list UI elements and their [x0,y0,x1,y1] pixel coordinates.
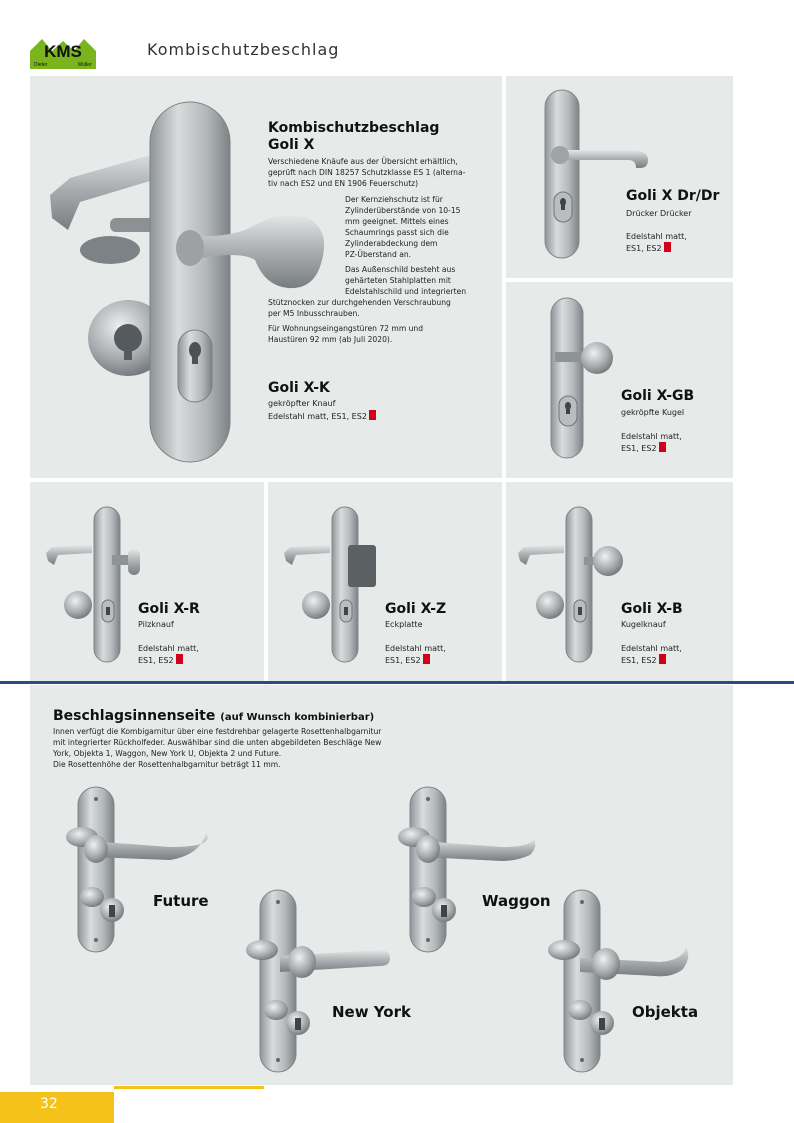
label-future: Future [153,892,209,910]
main-title-line2: Goli X [268,137,315,153]
logo-text: KMS [44,42,82,61]
goli-x-r-image [42,505,152,665]
desc-line: gehärteten Stahlplatten mit [345,276,451,285]
desc-line: per M5 Inbusschrauben. [268,309,360,318]
goli-x-b-sub3: ES1, ES2 [621,654,666,666]
desc-line: Edelstahlschild und integrierten [345,287,467,296]
es2-marker [659,654,666,664]
section-divider [0,681,794,684]
goli-x-drdr-sub1: Drücker Drücker [626,209,692,218]
inner-desc-line: Die Rosettenhöhe der Rosettenhalbgarnitur beträgt 11 mm. [53,760,281,769]
goli-x-r-sub1: Pilzknauf [138,620,174,629]
goli-x-gb-image [545,296,620,461]
goli-x-gb-title: Goli X-GB [621,388,695,404]
goli-x-z-image [280,505,390,665]
inner-desc-line: York, Objekta 1, Waggon, New York U, Objekta 2 und Future. [53,749,282,758]
goli-x-gb-sub2: Edelstahl matt, [621,432,682,441]
goli-x-r-title: Goli X-R [138,601,200,617]
document-title: Kombischutzbeschlag [147,40,340,59]
goli-x-k-sub2: Edelstahl matt, ES1, ES2 [268,410,376,422]
inner-title: Beschlagsinnenseite (auf Wunsch kombinierbar) [53,708,375,724]
desc-line: Stütznocken zur durchgehenden Verschraubung [268,298,451,307]
waggon-handle-image [392,785,547,955]
page-number: 32 [40,1096,58,1112]
goli-x-b-sub2: Edelstahl matt, [621,644,682,653]
inner-desc-line: mit integrierter Rückholfeder. Auswählbar sind die unten abgebildeten Beschläge New [53,738,382,747]
es2-marker [659,442,666,452]
goli-x-drdr-sub2: Edelstahl matt, [626,232,687,241]
desc-line: Zylinderabdeckung dem [345,239,438,248]
desc-line: Haustüren 92 mm (ab Juli 2020). [268,335,393,344]
desc-line: Der Kernziehschutz ist für [345,195,443,204]
desc-line: Verschiedene Knäufe aus der Übersicht erhältlich, [268,157,458,166]
logo-sub-left: Dieter [34,62,48,68]
goli-x-b-title: Goli X-B [621,601,683,617]
es2-marker [664,242,671,252]
goli-x-k-title: Goli X-K [268,380,330,396]
goli-x-drdr-title: Goli X Dr/Dr [626,188,720,204]
main-title-line1: Kombischutzbeschlag [268,120,440,136]
label-new-york: New York [332,1003,411,1021]
future-handle-image [60,785,215,955]
goli-x-z-sub3: ES1, ES2 [385,654,430,666]
desc-line: tiv nach ES2 und EN 1906 Feuerschutz) [268,179,419,188]
goli-x-r-sub3: ES1, ES2 [138,654,183,666]
desc-line: Schaumrings passt sich die [345,228,449,237]
desc-line: Das Außenschild besteht aus [345,265,456,274]
kms-logo [30,37,96,69]
label-objekta: Objekta [632,1003,699,1021]
label-waggon: Waggon [482,892,551,910]
goli-x-drdr-sub3: ES1, ES2 [626,242,671,254]
desc-line: mm geeignet. Mittels eines [345,217,449,226]
goli-x-z-sub1: Eckplatte [385,620,423,629]
goli-x-k-sub1: gekröpfter Knauf [268,399,336,408]
desc-line: geprüft nach DIN 18257 Schutzklasse ES 1 (alterna- [268,168,466,177]
desc-line: Zylinderüberstände von 10-15 [345,206,461,215]
goli-x-z-title: Goli X-Z [385,601,447,617]
logo-sub-right: Müller [78,62,92,68]
goli-x-b-sub1: Kugelknauf [621,620,666,629]
goli-x-gb-sub3: ES1, ES2 [621,442,666,454]
es2-marker [176,654,183,664]
es2-marker [423,654,430,664]
goli-x-r-sub2: Edelstahl matt, [138,644,199,653]
objekta-handle-image [540,888,700,1078]
footer-accent-line [114,1086,264,1089]
goli-x-z-sub2: Edelstahl matt, [385,644,446,653]
goli-x-b-image [514,505,624,665]
es2-marker [369,410,376,420]
desc-line: Für Wohnungseingangstüren 72 mm und [268,324,424,333]
inner-desc-line: Innen verfügt die Kombigarnitur über eine festdrehbar gelagerte Rosettenhalbgarnitur [53,727,382,736]
desc-line: PZ-Überstand an. [345,250,412,259]
goli-x-gb-sub1: gekröpfte Kugel [621,408,685,417]
new-york-handle-image [240,888,400,1078]
